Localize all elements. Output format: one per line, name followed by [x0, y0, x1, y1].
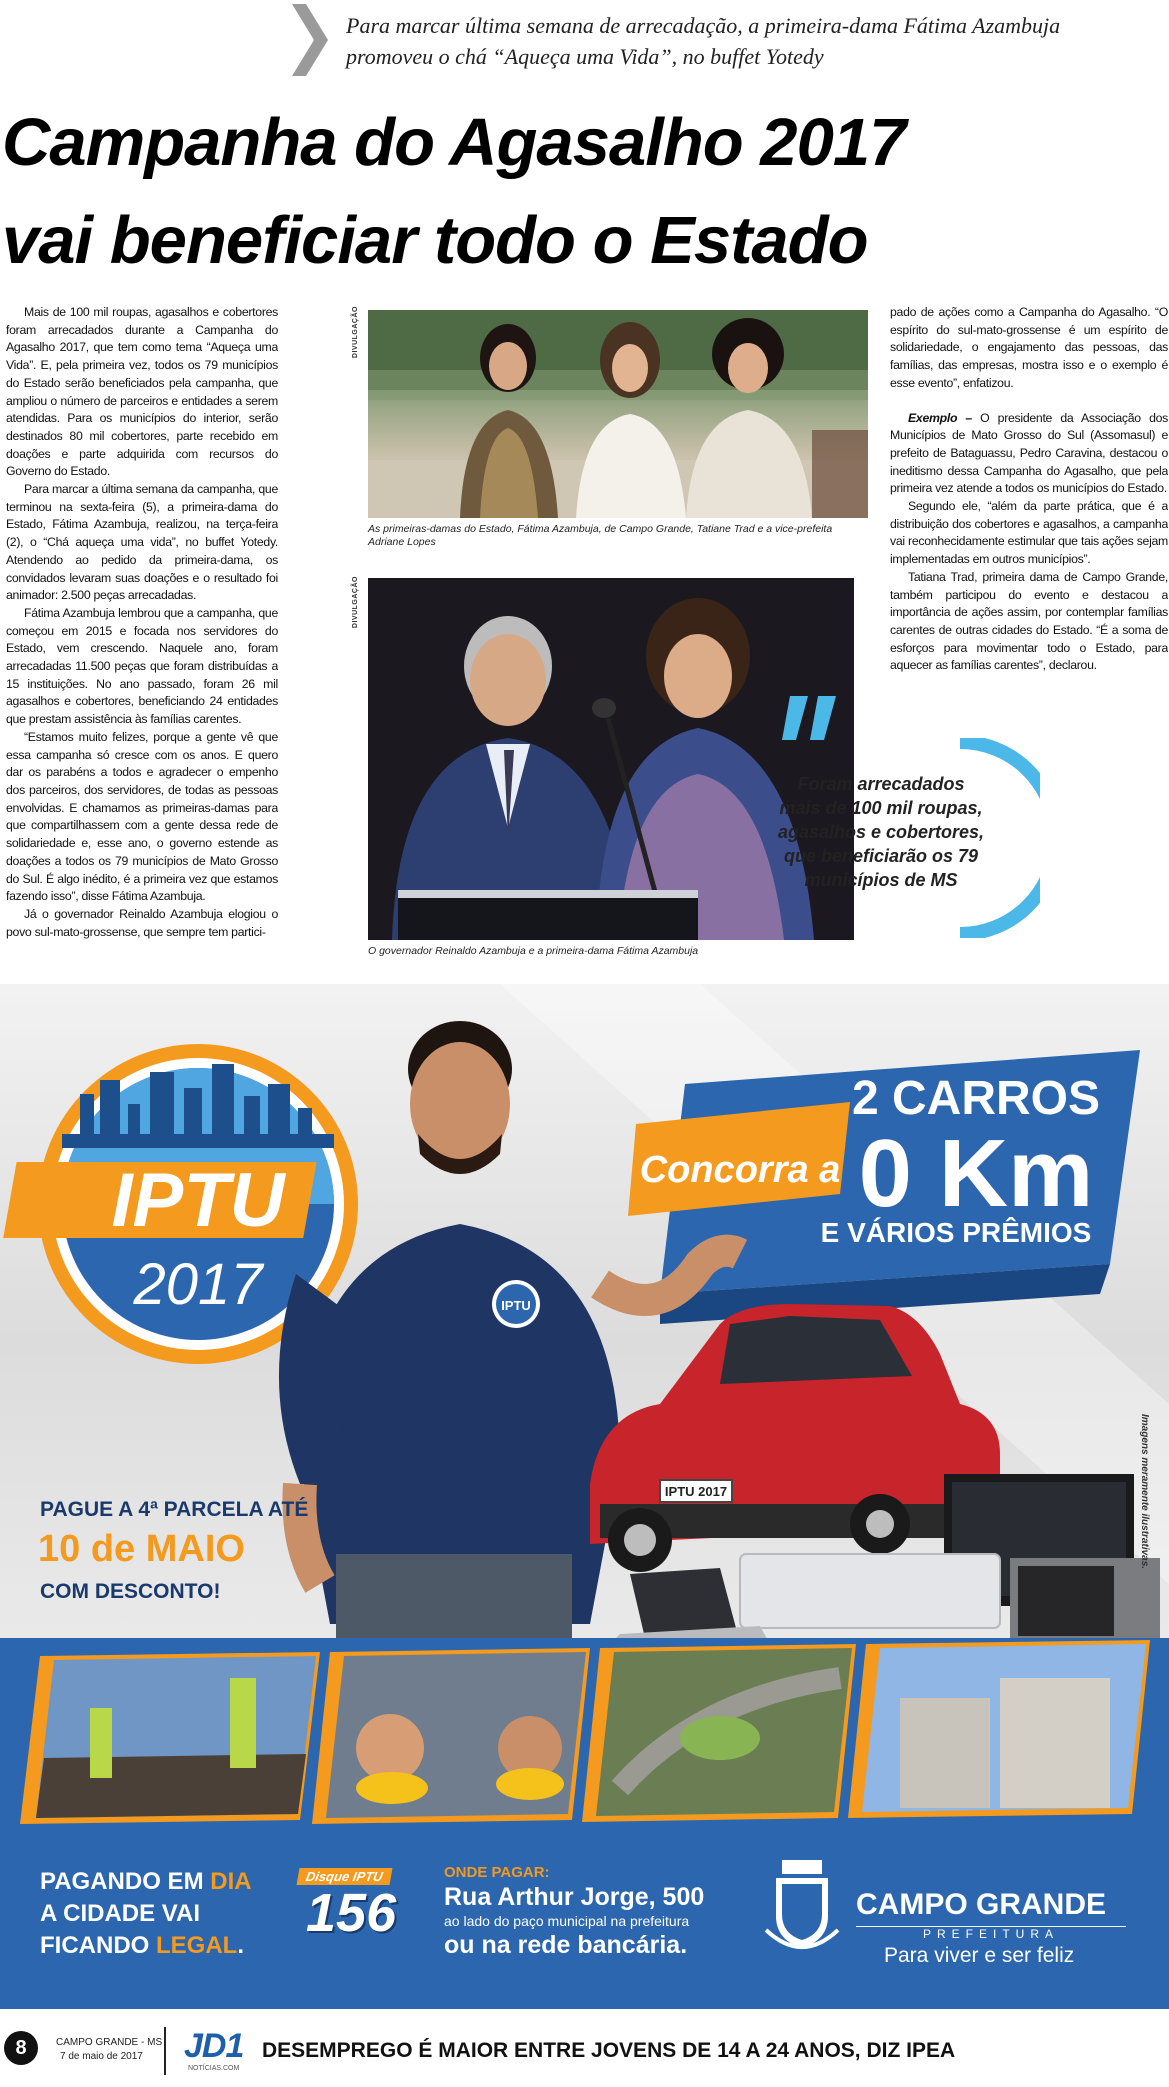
headline-line-2: vai beneficiar todo o Estado: [2, 203, 868, 278]
jd1-logo: JD1: [184, 2027, 244, 2065]
prefeitura-label: PREFEITURA: [856, 1926, 1126, 1941]
disque-number: 156: [306, 1883, 397, 1943]
city-coat-of-arms-icon: [762, 1860, 842, 1958]
onde-pagar: [444, 1864, 704, 1961]
iptu-badge-year: 2017: [133, 1252, 263, 1317]
article-paragraph: pado de ações como a Campanha do Agasalho. “O espírito do sul-mato-grossense é um espírito de solidariedade, o engajamento das pessoas, das famílias, das empresas, mostra isso e o exemplo é esse evento”, enfatizou.: [890, 305, 1168, 390]
desconto-text: COM DESCONTO!: [40, 1580, 221, 1603]
article-paragraph: Tatiana Trad, primeira dama de Campo Grande, também participou do evento e destacou a importância de ações assim, por contemplar famílias carentes de outras cidades do Estado. “É a soma de esforços para movimentar todo o Estado, para aquecer as famílias carentes”, declarou.: [890, 569, 1168, 673]
article-column-1: [6, 304, 278, 964]
iptu-badge-title: IPTU: [111, 1158, 285, 1243]
prize-cars: 2 CARROS: [851, 1072, 1101, 1125]
ad-lower-banner: [0, 1638, 1169, 2009]
photo-caption: As primeiras-damas do Estado, Fátima Azambuja, de Campo Grande, Tatiane Trad e a vice-prefeita Adriane Lopes: [368, 523, 833, 548]
pull-quote: Foram arrecadados mais de 100 mil roupas, agasalhos e cobertores, que beneficiarão os 79 municípios de MS: [777, 774, 985, 890]
article-paragraph: Mais de 100 mil roupas, agasalhos e cobertores foram arrecadados durante a Campanha do Agasalho 2017, que tem como tema “Aqueça uma Vida”. E, pela primeira vez, todos os 79 municípios do Estado serão beneficiados pela campanha, que ampliou o número de parceiros e entidades a serem atendidas. Para os municípios do interior, serão destinados 80 mil cobertores, parte recebido em doações e parte adquirida com recursos do Governo do Estado.: [6, 305, 278, 479]
article-paragraph: Fátima Azambuja lembrou que a campanha, que começou em 2015 e focada nos servidores do Estado, vem crescendo. Naquele ano, foram arrecadadas 11.500 peças que foram distribuídas a 15 instituições. No ano passado, foram 26 mil agasalhos e cobertores, beneficiando 24 entidades que prestam assistência às famílias carentes.: [6, 605, 278, 727]
photo-credit: DIVULGAÇÃO: [352, 576, 359, 629]
subheading-exemplo: Exemplo –: [908, 410, 972, 425]
article-paragraph: Já o governador Reinaldo Azambuja elogiou o povo sul-mato-grossense, que sempre tem partici-: [6, 906, 278, 939]
footer-headline: DESEMPREGO É MAIOR ENTRE JOVENS DE 14 A 24 ANOS, DIZ IPEA: [262, 2039, 956, 2062]
footer-city: CAMPO GRANDE - MS: [56, 2037, 163, 2048]
ad-disclaimer: Imagens meramente ilustrativas.: [1139, 1414, 1150, 1570]
photo-caption: O governador Reinaldo Azambuja e a primeira-dama Fátima Azambuja: [368, 945, 699, 957]
article-column-3: [890, 304, 1168, 694]
city-name: CAMPO GRANDE: [856, 1888, 1107, 1921]
quote-marks-icon: [782, 696, 842, 752]
photo-first-ladies-illustration: [368, 310, 868, 518]
jd1-logo-sub: NOTÍCIAS.COM: [188, 2065, 240, 2072]
kicker-chevron-icon: [292, 4, 328, 76]
city-slogan: Para viver e ser feliz: [884, 1944, 1075, 1967]
shirt-logo: IPTU: [501, 1298, 531, 1313]
article-kicker: Para marcar última semana de arrecadação, a primeira-dama Fátima Azambuja promoveu o chá “Aqueça uma Vida”, no buffet Yotedy: [346, 13, 1061, 69]
onde-address: Rua Arthur Jorge, 500: [444, 1883, 705, 1911]
disque-label: Disque IPTU: [297, 1868, 393, 1885]
headline-line-1: Campanha do Agasalho 2017: [2, 105, 906, 180]
onde-label: ONDE PAGAR:: [444, 1864, 550, 1881]
article-headline: [2, 94, 1162, 290]
prize-various: E VÁRIOS PRÊMIOS: [820, 1217, 1092, 1248]
footer-date: 7 de maio de 2017: [60, 2051, 143, 2062]
article-paragraph: “Estamos muito felizes, porque a gente vê que essa campanha só cresce com os anos. E quero dar os parabéns a todos e agradecer o empenho dos parceiros, dos servidores, de todas as pessoas envolvidas. E chamamos as primeiras-damas para que compartilhassem com a gente dessa rede de solidariedade e, esse ano, o governo estende as doações a todos os 79 municípios de Mato Grosso do Sul. É algo inédito, é a primeira vez que estamos fazendo isso”, disse Fátima Azambuja.: [6, 729, 278, 904]
concorra-label: Concorra a: [639, 1149, 841, 1191]
article-paragraph: Para marcar a última semana da campanha, que terminou na sexta-feira (5), a primeira-dama do Estado, Fátima Azambuja, realizou, na terça-feira (2), o “Chá aqueça uma vida”, no buffet Yotedy. Atendendo ao pedido da primeira-dama, os convidados levaram suas doações e o resultado foi animador: 2.500 peças arrecadadas.: [6, 482, 278, 603]
footer-divider: [164, 2027, 166, 2075]
license-plate: IPTU 2017: [664, 1484, 728, 1499]
onde-rede: ou na rede bancária.: [444, 1931, 688, 1959]
page-number: 8: [4, 2031, 38, 2065]
photo-credit: DIVULGAÇÃO: [352, 306, 359, 359]
article-paragraph: Exemplo – O presidente da Associação dos Municípios de Mato Grosso do Sul (Assomasul) e prefeito de Bataguassu, Pedro Caravina, destacou o ineditismo dessa Campanha do Agasalho, que pela primeira vez atende a todos os municípios do Estado.: [890, 410, 1168, 496]
onde-sub: ao lado do paço municipal na prefeitura: [444, 1913, 690, 1929]
ad-slogan: PAGANDO EM DIA A CIDADE VAI FICANDO LEGAL.: [40, 1868, 252, 1959]
page-footer: [0, 2009, 1169, 2087]
disque-iptu-badge: [294, 1868, 414, 1954]
article-paragraph: Segundo ele, “além da parte prática, que é a distribuição dos cobertores e agasalhos, a campanha vai reconhecidamente estimular que tais ações sejam implementadas em outros municípios”.: [890, 499, 1168, 567]
due-date: 10 de MAIO: [38, 1528, 245, 1570]
prize-zero-km: 0 Km: [858, 1120, 1094, 1227]
pague-text: PAGUE A 4ª PARCELA ATÉ: [40, 1498, 309, 1521]
photo-first-ladies: [368, 310, 868, 518]
